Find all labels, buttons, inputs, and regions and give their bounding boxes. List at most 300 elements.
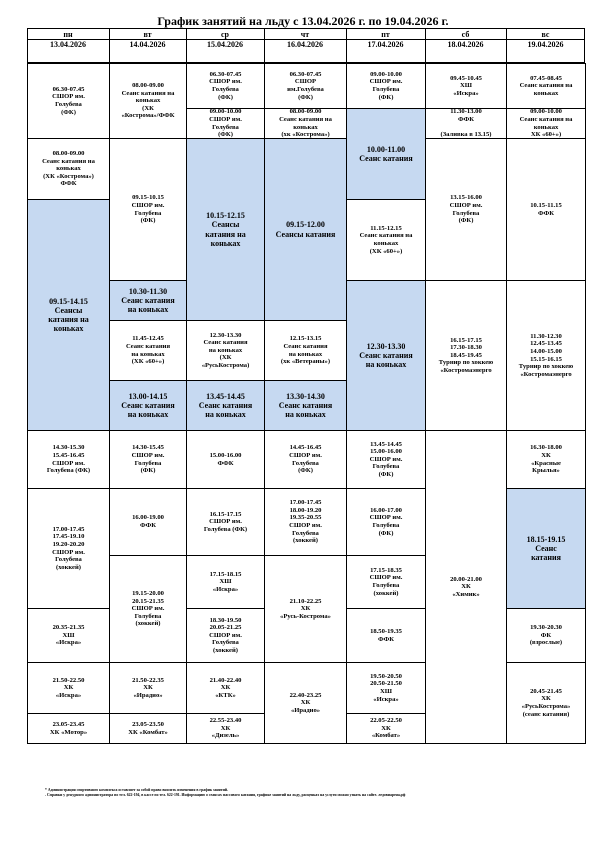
session-text: ФК [540, 631, 552, 639]
day-date-6: 19.04.2026 [527, 40, 564, 49]
session-text: ХШ [379, 688, 392, 695]
session-text: на коньках [127, 305, 169, 315]
session-text: (ФК) [458, 217, 474, 225]
session-text: 21.10-22.25 [289, 597, 322, 605]
session-text: СШОР им. [209, 518, 242, 526]
session-text: 09.45-10.45 [450, 74, 482, 82]
session-text: 09.15-14.15 [49, 296, 88, 306]
session-text: 12.30-13.30 [366, 341, 406, 351]
session-text: ХК [63, 684, 74, 692]
session-text [465, 124, 467, 132]
session-cell [109, 488, 187, 556]
session-cell [506, 608, 586, 663]
session-cell [27, 488, 110, 609]
session-text: 14.30-15.45 [132, 444, 164, 452]
session-text: 18.00-19.20 [289, 506, 322, 514]
session-cell [264, 430, 347, 489]
session-text: Голубева [55, 556, 82, 564]
session-text: 23.05-23.45 [52, 720, 85, 728]
mass-skating-session [186, 138, 265, 321]
mass-skating-session [264, 380, 347, 431]
footnotes [45, 788, 600, 798]
session-cell [109, 555, 187, 663]
session-text: 17.15-18.15 [209, 570, 242, 578]
session-text: «Искра» [373, 695, 399, 703]
session-text: 11.30-12.30 [530, 332, 562, 340]
session-text: 16.15-17.15 [450, 336, 482, 344]
session-text: на коньках [127, 410, 169, 420]
session-text: 21.50-22.35 [132, 676, 164, 684]
session-text: (ХК [219, 354, 232, 362]
session-text: Голубева [292, 459, 319, 467]
session-text: коньках [373, 240, 399, 247]
session-text: 23.05-23.50 [132, 720, 164, 728]
session-text: (хк «Ветераны») [280, 358, 331, 366]
session-text: на коньках [288, 350, 323, 358]
day-date-3: 16.04.2026 [287, 40, 323, 49]
session-cell [109, 63, 187, 139]
session-text: «РусьКострома» [521, 703, 571, 710]
session-text: (ХК «60+») [131, 358, 165, 366]
session-text: (сеанс катания) [522, 710, 570, 718]
header-frame [27, 28, 585, 63]
session-text: Крылья» [532, 467, 560, 475]
session-text: 09.00-10.00 [370, 70, 402, 78]
session-text: Сеансы катания [275, 229, 336, 239]
session-text: (хоккей) [373, 589, 399, 597]
session-text: Голубева [372, 463, 400, 471]
session-cell [346, 662, 426, 714]
session-text: (ФК) [378, 529, 394, 537]
session-text: ХК «Комбат» [128, 728, 168, 736]
session-text: Сеанс катания [359, 350, 413, 360]
session-text: 10.30-11.30 [128, 286, 168, 296]
session-cell [346, 199, 426, 281]
session-cell [264, 555, 347, 663]
session-text: 18.50-19.35 [370, 627, 402, 635]
session-text: ХК [541, 695, 551, 703]
session-text: Сеансы [54, 305, 83, 315]
session-text: 11.30-13.00 [450, 108, 482, 116]
session-text: 09.15-10.15 [132, 194, 164, 202]
session-text: Голубева (ФК) [203, 525, 248, 533]
session-cell [27, 713, 110, 744]
session-text: 20.00-21.00 [450, 575, 482, 583]
session-text: (хоккей) [293, 537, 318, 545]
session-text: 18.30-19.50 [209, 616, 242, 624]
session-text: 13.15-16.00 [450, 194, 482, 202]
session-text: (взрослые) [529, 639, 563, 647]
session-text: 19.35-20.55 [289, 514, 322, 522]
session-text: 15.45-16.45 [52, 451, 85, 459]
session-cell [109, 430, 187, 489]
session-text: ХК [381, 724, 391, 732]
session-text: ФФК [537, 209, 555, 217]
session-text: на коньках [285, 410, 326, 420]
session-text: 10.00-11.00 [366, 144, 406, 154]
session-text: ФФК [377, 635, 395, 643]
mass-skating-session [27, 199, 110, 431]
session-text: ФФК [457, 115, 475, 123]
session-text: «Комбат» [371, 732, 401, 740]
session-text: коньках [135, 97, 161, 105]
session-text: СШОР им. [369, 78, 403, 86]
session-text: Голубева [212, 86, 239, 93]
session-text: «Русь-Кострома» [280, 612, 331, 620]
session-text: 17.00-17.45 [52, 525, 85, 533]
session-text: 15.15-16.15 [530, 355, 562, 363]
session-text: (ХК [142, 104, 154, 112]
session-text: 13.30-14.30 [286, 391, 325, 401]
session-text: ХШ [219, 578, 232, 586]
session-cell [264, 63, 347, 109]
session-text: Сеанс катания на [121, 89, 175, 97]
session-text: 07.45-08.45 [530, 74, 562, 82]
session-text: (ФК) [61, 108, 76, 116]
page-title: График занятий на льду с 13.04.2026 г. по 19.04.2026 г. [157, 14, 449, 28]
session-cell [346, 608, 426, 663]
mass-skating-session [346, 280, 426, 431]
session-text: СШОР им. [52, 459, 85, 467]
session-cell [506, 108, 586, 139]
session-text: Сеанс катания [198, 400, 253, 410]
day-abbr-0: пн [63, 30, 73, 39]
day-date-5: 18.04.2026 [447, 40, 484, 49]
session-text: ФФК [139, 522, 157, 529]
session-cell [109, 713, 187, 744]
header-divider [346, 28, 347, 63]
session-text: Турнир по хоккею [438, 359, 494, 367]
session-cell [346, 555, 426, 609]
session-text: Сеанс катания на [519, 82, 573, 90]
session-cell [264, 488, 347, 556]
session-text: 13.45-14.45 [370, 440, 402, 448]
session-text: 10.15-11.15 [530, 201, 562, 209]
session-text: (хоккей) [135, 620, 161, 628]
session-text: катания [531, 553, 561, 563]
session-text: Сеанс катания [121, 400, 175, 410]
session-cell [27, 608, 110, 663]
session-text: ХК [220, 684, 231, 692]
session-text: «Искра» [453, 89, 479, 97]
session-text: ФФК [217, 459, 234, 467]
session-cell [186, 662, 265, 714]
session-text: (ХК «60+») [369, 247, 403, 255]
session-cell [186, 63, 265, 109]
session-text: 17.45-19.10 [52, 533, 85, 541]
session-text: 19.15-20.00 [132, 590, 164, 598]
day-date-2: 15.04.2026 [207, 40, 243, 49]
session-text: (хоккей) [213, 646, 238, 654]
session-text: СШОР [294, 78, 317, 86]
session-text: Голубева [55, 101, 82, 108]
session-text: 20.35-21.35 [52, 624, 85, 632]
session-cell [425, 138, 507, 281]
session-text: «Кострома»/ФФК [121, 112, 175, 120]
session-text: коньках [293, 123, 318, 131]
session-text: 09.00-10.00 [209, 108, 242, 116]
session-cell [186, 713, 265, 744]
session-text: СШОР им. [131, 605, 165, 613]
session-text: Голубева [134, 459, 162, 467]
session-cell [264, 662, 347, 744]
session-text: 12.45-13.45 [530, 340, 562, 348]
session-text: Сеансы [211, 220, 240, 230]
session-text: Сеанс катания [125, 342, 171, 350]
session-text: СШОР им. [52, 93, 85, 101]
session-text: «Химик» [452, 590, 480, 598]
session-text: СШОР им. [369, 574, 403, 582]
session-text: 12.15-13.15 [289, 335, 322, 343]
session-cell [27, 662, 110, 714]
session-text: Голубева [212, 123, 239, 131]
session-text: Сеанс катания на [519, 115, 573, 123]
session-text: 19.30-20.30 [530, 624, 562, 632]
session-text: 09.15-12.00 [286, 220, 325, 230]
session-cell [186, 108, 265, 139]
session-text: СШОР им. [209, 78, 242, 86]
session-text: на коньках [365, 360, 407, 370]
footnote-disclaimer: * Администрация спортивного комплекса оставляет за собой право вносить изменения в график занятий. [45, 788, 228, 792]
session-text: 22.55-23.40 [209, 717, 242, 725]
session-text: СШОР им. [209, 631, 242, 639]
session-text: ХК [461, 583, 471, 591]
session-text: 22.05-22.50 [370, 717, 402, 725]
session-text: коньках [53, 324, 84, 334]
session-text: (Заливка в 13.15) [440, 131, 492, 139]
session-cell [186, 555, 265, 609]
session-cell [27, 430, 110, 489]
mass-skating-session [264, 138, 347, 321]
session-text: (ФК) [140, 467, 156, 475]
session-cell [186, 320, 265, 381]
session-text: Голубева [452, 209, 480, 217]
session-cell [425, 108, 507, 139]
session-text: (ФК) [218, 93, 233, 101]
session-text: Сеанс катания [359, 154, 413, 163]
session-text: СШОР им. [289, 522, 322, 529]
session-text: 20.45-21.45 [530, 687, 562, 695]
session-text: 14.45-16.45 [289, 444, 322, 452]
session-text: 20.05-21.25 [209, 624, 242, 632]
session-text: 17.30-18.30 [450, 344, 482, 352]
session-text: Сеанс катания [278, 400, 333, 410]
session-cell [506, 63, 586, 109]
session-text: СШОР им. [289, 451, 322, 459]
session-text: 17.15-18.35 [370, 566, 402, 574]
day-abbr-3: чт [300, 30, 310, 39]
session-text: катания на [48, 315, 89, 324]
session-text: 18.15-19.15 [526, 534, 566, 544]
session-text: (хк «Кострома») [281, 131, 330, 139]
session-text: коньках [533, 89, 559, 97]
session-text: 12.30-13.30 [209, 331, 242, 339]
session-text: коньках [533, 123, 559, 131]
session-text: 11.45-12.45 [132, 335, 164, 343]
day-date-1: 14.04.2026 [129, 40, 166, 49]
session-text: ХК «Мотор» [49, 728, 88, 736]
session-text: 06.30-07.45 [209, 70, 242, 78]
session-text: 16.00-17.00 [370, 506, 402, 514]
session-cell [109, 320, 187, 381]
session-text: на коньках [205, 410, 246, 420]
session-cell [425, 63, 507, 109]
session-text: ХК [541, 451, 551, 459]
session-text: СШОР им. [449, 201, 483, 209]
session-text: «Костромаэнерго [520, 370, 572, 378]
session-text: 16.30-18.00 [530, 444, 562, 452]
session-cell [186, 430, 265, 489]
session-text: СШОР им. [209, 115, 242, 123]
session-text: Сеанс катания на [42, 157, 95, 165]
session-cell [264, 108, 347, 139]
session-text: Сеанс катания на [359, 232, 413, 240]
session-text: (хоккей) [56, 563, 81, 571]
session-cell [264, 320, 347, 381]
session-text: на коньках [208, 346, 243, 354]
session-text: (ФК) [378, 470, 394, 478]
mass-skating-session [109, 280, 187, 321]
day-abbr-6: вс [541, 30, 550, 39]
session-cell [109, 138, 187, 281]
session-text: ФФК [60, 180, 77, 188]
session-cell [425, 430, 507, 744]
session-text: «Искра» [212, 585, 239, 593]
session-cell [27, 63, 110, 139]
session-text: «Дизель» [211, 732, 240, 740]
header-divider [27, 39, 585, 40]
day-abbr-4: пт [381, 30, 390, 39]
session-text: «Красные [531, 459, 561, 467]
header-divider [506, 28, 507, 63]
session-text: им.Голубева [287, 86, 324, 93]
day-abbr-1: вт [143, 30, 152, 39]
session-text: 11.15-12.15 [370, 224, 402, 232]
session-text: катания на [205, 229, 246, 239]
session-text: 16.15-17.15 [209, 510, 242, 518]
header-divider [264, 28, 265, 63]
session-text: 18.45-19.45 [450, 351, 482, 359]
footnote-contacts: . Справки у дежурного администратора по тел. 622-194, в кассе по тел. 622-191. Информацию о сеансах массового катания, графике занятий на льду, расценках на услуги можно узнать на сайте. ледовиарена.рф [45, 793, 406, 797]
session-text: Голубева [372, 86, 400, 93]
session-text: ХК [220, 724, 231, 732]
session-text: 06.30-07.45 [289, 70, 322, 78]
session-text: 15.00-16.00 [209, 451, 242, 459]
session-text: ХК [143, 684, 153, 692]
session-text: (ФК) [378, 93, 394, 101]
session-text: Голубева (ФК) [46, 467, 91, 475]
session-text: Сеанс катания на [279, 115, 332, 123]
session-text: «РусьКострома) [201, 361, 250, 369]
session-text: «Ирадио» [290, 706, 321, 714]
day-date-0: 13.04.2026 [50, 40, 86, 49]
session-text: 08.00-09.00 [289, 108, 322, 116]
session-text: 06.30-07.45 [52, 85, 85, 93]
session-text: коньках [210, 238, 241, 248]
mass-skating-session [186, 380, 265, 431]
session-text: Голубева [134, 612, 162, 620]
session-text: (ФК) [298, 93, 313, 101]
session-text: Сеанс катания [203, 339, 248, 347]
session-cell [346, 430, 426, 489]
day-abbr-5: сб [461, 30, 470, 39]
session-text: Голубева [292, 529, 319, 537]
session-text: Голубева [372, 582, 400, 589]
session-text: Сеанс катания [121, 295, 175, 305]
session-text: СШОР им. [369, 455, 403, 463]
session-text: (ХК «Кострома») [43, 172, 94, 180]
session-text: (ФК) [140, 217, 156, 225]
session-text: 20.15-21.35 [132, 597, 164, 605]
session-text: (ФК) [218, 131, 233, 139]
session-text: 19.20-20.20 [52, 540, 85, 548]
session-cell [346, 713, 426, 744]
session-text: ХШ [459, 82, 472, 90]
session-text: СШОР им. [131, 451, 165, 459]
session-text: «Искра» [55, 639, 82, 647]
session-text: 16.00-19.00 [132, 514, 164, 522]
day-date-4: 17.04.2026 [367, 40, 404, 49]
session-text: Голубева [372, 522, 400, 529]
session-text: «Ирадио» [133, 691, 163, 699]
session-text: Сеанс [535, 543, 557, 553]
session-text: СШОР им. [131, 201, 165, 209]
session-text: Голубева [212, 639, 239, 647]
session-cell [109, 662, 187, 714]
session-text: 13.00-14.15 [128, 391, 168, 401]
mass-skating-session [346, 108, 426, 200]
session-text: СШОР им. [52, 548, 85, 556]
session-cell [346, 63, 426, 109]
session-cell [425, 280, 507, 431]
session-text: ХШ [62, 631, 75, 639]
session-text: Турнир по хоккею [518, 363, 574, 371]
mass-skating-session [506, 488, 586, 609]
session-text: (ФК) [298, 467, 313, 475]
session-cell [506, 280, 586, 431]
session-text: 09.00-10.00 [530, 108, 562, 116]
session-text: 13.45-14.45 [206, 391, 245, 401]
session-text: ХК [300, 699, 311, 707]
session-text: 08.00-09.00 [52, 150, 85, 158]
session-text: «Костромаэнерго [440, 366, 492, 374]
session-text: 20.50-21.50 [370, 680, 402, 688]
session-text: ХК [300, 605, 311, 613]
day-abbr-2: ср [221, 30, 229, 39]
session-text: 15.00-16.00 [370, 448, 402, 456]
session-cell [346, 488, 426, 556]
session-text: «КТК» [215, 691, 236, 699]
session-cell [27, 138, 110, 200]
header-divider [186, 28, 187, 63]
session-text: на коньках [131, 350, 165, 358]
session-cell [186, 488, 265, 556]
session-cell [506, 662, 586, 744]
session-text: «Искра» [55, 691, 82, 699]
session-cell [186, 608, 265, 663]
session-text: 22.40-23.25 [289, 691, 322, 699]
session-text: 14.00-15.00 [530, 347, 562, 355]
session-text: 08.00-09.00 [132, 82, 164, 90]
session-text: коньках [56, 165, 81, 173]
session-text: 21.50-22.50 [52, 676, 85, 684]
header-divider [425, 28, 426, 63]
session-cell [506, 138, 586, 281]
session-text: Сеанс катания [283, 342, 328, 350]
mass-skating-session [109, 380, 187, 431]
session-text: 21.40-22.40 [209, 676, 242, 684]
session-text: 17.00-17.45 [289, 499, 322, 507]
